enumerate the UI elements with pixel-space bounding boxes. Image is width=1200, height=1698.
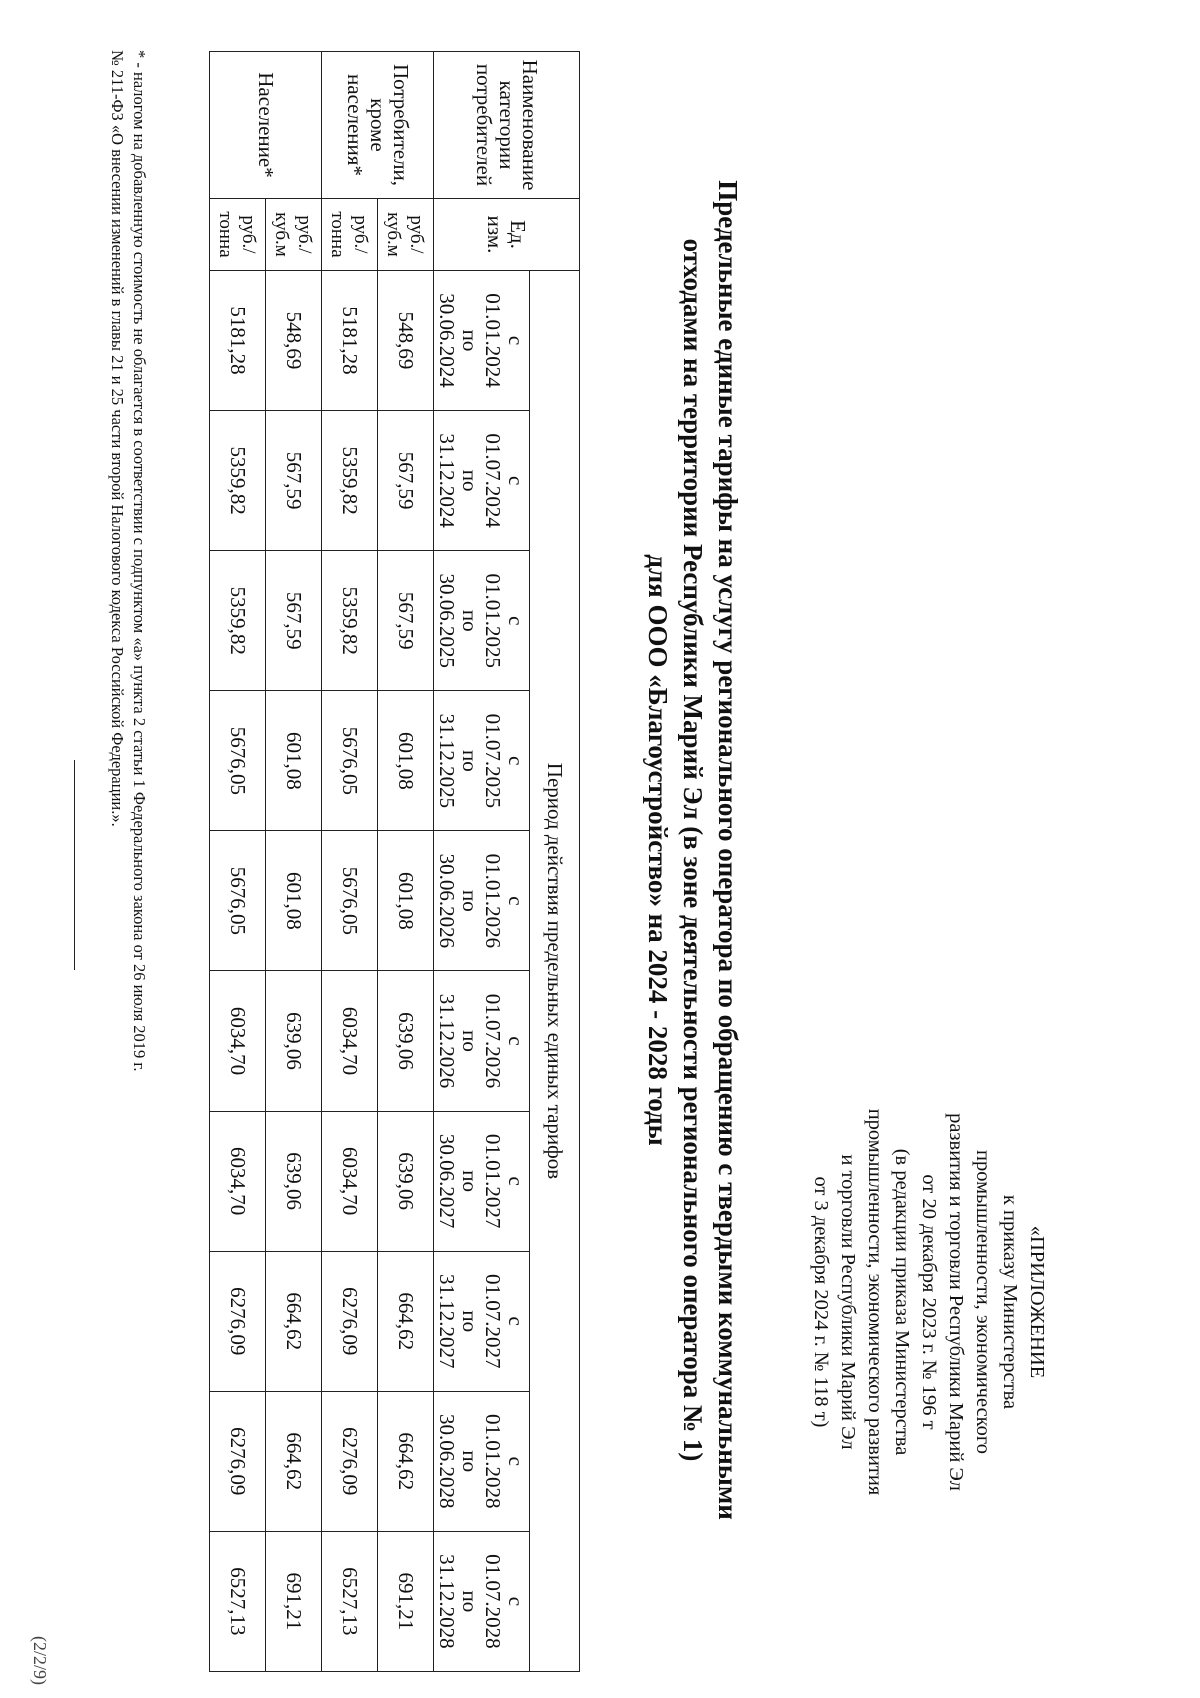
period-po: по [458,1310,483,1333]
tariff-value-cell: 6527,13 [322,1531,378,1671]
period-to: 31.12.2026 [435,993,460,1089]
tariff-value-cell: 5181,28 [322,271,378,411]
tariff-value-cell: 664,62 [378,1391,434,1531]
tariff-value-cell: 691,21 [266,1531,322,1671]
period-s: с [504,1176,529,1186]
period-header-cell [434,1251,530,1391]
period-header-cell [434,411,530,551]
period-s: с [504,335,529,346]
tariff-value-cell: 5676,05 [210,691,266,831]
period-s: с [504,1596,529,1607]
period-po: по [458,890,483,912]
tariff-value-cell: 639,06 [266,1111,322,1251]
period-s: с [504,1036,529,1046]
period-po: по [458,749,483,772]
appendix-line: промышленности, экономического [972,1150,994,1454]
tariff-value-cell: 639,06 [378,1111,434,1251]
tariff-value-cell: 567,59 [378,411,434,551]
tariff-value-cell: 567,59 [266,551,322,691]
title-line: для ООО «Благоустройство» на 2024 - 2028 годы [643,554,673,1146]
period-from: 01.01.2024 [481,293,506,388]
header-category: Наименование категории потребителей [434,52,580,199]
tariff-value-cell: 567,59 [266,411,322,551]
period-s: с [504,616,529,626]
tariff-value-cell: 5359,82 [210,551,266,691]
period-from: 01.01.2025 [481,573,506,668]
tariff-value-cell: 664,62 [266,1251,322,1391]
period-from: 01.07.2027 [481,1273,506,1369]
tariff-value-cell: 6276,09 [322,1251,378,1391]
tariff-value-cell: 601,08 [378,691,434,831]
tariff-value-cell: 639,06 [266,971,322,1111]
table-row [210,52,266,1672]
document-title [640,90,745,1610]
period-to: 31.12.2027 [435,1273,460,1369]
period-s: с [504,475,529,486]
appendix-line: и торговли Республики Марий Эл [837,1154,859,1450]
appendix-line: к приказу Министерства [999,1194,1021,1410]
tariff-value-cell: 664,62 [266,1391,322,1531]
period-header-cell [434,831,530,971]
period-header-cell [434,1531,530,1671]
period-from: 01.07.2024 [481,433,506,528]
period-header-cell [434,1111,530,1251]
period-to: 31.12.2024 [435,433,460,528]
tariff-value-cell: 548,69 [266,271,322,411]
period-po: по [458,1590,483,1613]
period-s: с [504,756,529,766]
tariff-value-cell: 567,59 [378,551,434,691]
period-header-row [434,52,530,1672]
tariff-value-cell: 5359,82 [210,411,266,551]
period-to: 30.06.2024 [435,293,460,388]
period-to: 30.06.2028 [435,1414,460,1509]
period-to: 31.12.2028 [435,1554,460,1649]
period-header-cell [434,271,530,411]
table-row [266,52,322,1672]
header-period: Период действия предельных единых тарифов [530,271,580,1672]
tariff-value-cell: 6527,13 [210,1531,266,1671]
tariff-body [210,52,434,1672]
tariff-value-cell: 5359,82 [322,551,378,691]
header-unit: Ед. изм. [434,199,580,271]
period-header-cell [434,971,530,1111]
period-po: по [458,469,483,492]
period-from: 01.07.2028 [481,1554,506,1649]
footnote-line: № 211-ФЗ «О внесении изменений в главы 21 и 25 части второй Налогового кодекса Российской Федерации.». [108,50,127,827]
appendix-line: (в редакции приказа Министерства [891,1148,913,1456]
page-mark: (2/2/9) [30,1636,50,1685]
appendix-line: «ПРИЛОЖЕНИЕ [1026,1225,1048,1379]
appendix-line: развития и торговли Республики Марий Эл [945,1113,967,1491]
period-from: 01.01.2028 [481,1414,506,1509]
title-line: отходами на территории Республики Марий Эл (в зоне деятельности регионального оператора № 1) [678,238,708,1462]
unit-cell: руб./ тонна [210,199,266,271]
period-to: 31.12.2025 [435,713,460,809]
tariff-value-cell: 6034,70 [210,1111,266,1251]
unit-cell: руб./ тонна [322,199,378,271]
period-to: 30.06.2025 [435,573,460,668]
separator-line [74,760,75,970]
period-header-cell [434,551,530,691]
tariff-table [209,51,580,1672]
period-s: с [504,896,529,906]
tariff-value-cell: 6034,70 [322,1111,378,1251]
period-po: по [458,1030,483,1052]
period-po: по [458,329,483,352]
period-from: 01.01.2027 [481,1133,506,1229]
period-to: 30.06.2027 [435,1133,460,1229]
category-cell: Население* [210,52,322,199]
tariff-value-cell: 639,06 [378,971,434,1111]
appendix-line: от 20 декабря 2023 г. № 196 т [918,1174,940,1430]
tariff-value-cell: 6276,09 [322,1391,378,1531]
table-row [322,52,378,1672]
period-po: по [458,609,483,632]
tariff-value-cell: 5676,05 [210,831,266,971]
appendix-line: промышленности, экономического развития [864,1108,886,1496]
tariff-value-cell: 5181,28 [210,271,266,411]
appendix-line: от 3 декабря 2024 г. № 118 т) [810,1176,832,1428]
tariff-value-cell: 601,08 [378,831,434,971]
tariff-value-cell: 601,08 [266,691,322,831]
period-from: 01.01.2026 [481,853,506,949]
tariff-value-cell: 5676,05 [322,831,378,971]
tariff-value-cell: 664,62 [378,1251,434,1391]
appendix-block [807,1022,1050,1582]
period-from: 01.07.2026 [481,993,506,1089]
tariff-value-cell: 601,08 [266,831,322,971]
tariff-value-cell: 5359,82 [322,411,378,551]
tariff-value-cell: 6276,09 [210,1251,266,1391]
tariff-value-cell: 691,21 [378,1531,434,1671]
footnote-line: * - налогом на добавленную стоимость не облагается в соответствии с подпунктом «а» пункта 2 статьи 1 Федерального закона от 26 июля 2019 г. [130,50,149,1072]
footnote [106,50,150,1610]
period-po: по [458,1450,483,1473]
category-cell: Потребители, кроме населения* [322,52,434,199]
tariff-value-cell: 6034,70 [322,971,378,1111]
period-s: с [504,1456,529,1466]
title-line: Предельные единые тарифы на услугу регионального оператора по обращению с твердыми коммунальными [713,180,743,1520]
tariff-value-cell: 548,69 [378,271,434,411]
tariff-value-cell: 6276,09 [210,1391,266,1531]
unit-cell: руб./ куб.м [378,199,434,271]
period-from: 01.07.2025 [481,713,506,809]
unit-cell: руб./ куб.м [266,199,322,271]
table-row [378,52,434,1672]
tariff-value-cell: 5676,05 [322,691,378,831]
period-header-cell [434,1391,530,1531]
period-header-cell [434,691,530,831]
period-to: 30.06.2026 [435,853,460,949]
period-s: с [504,1316,529,1326]
period-po: по [458,1170,483,1192]
tariff-value-cell: 6034,70 [210,971,266,1111]
